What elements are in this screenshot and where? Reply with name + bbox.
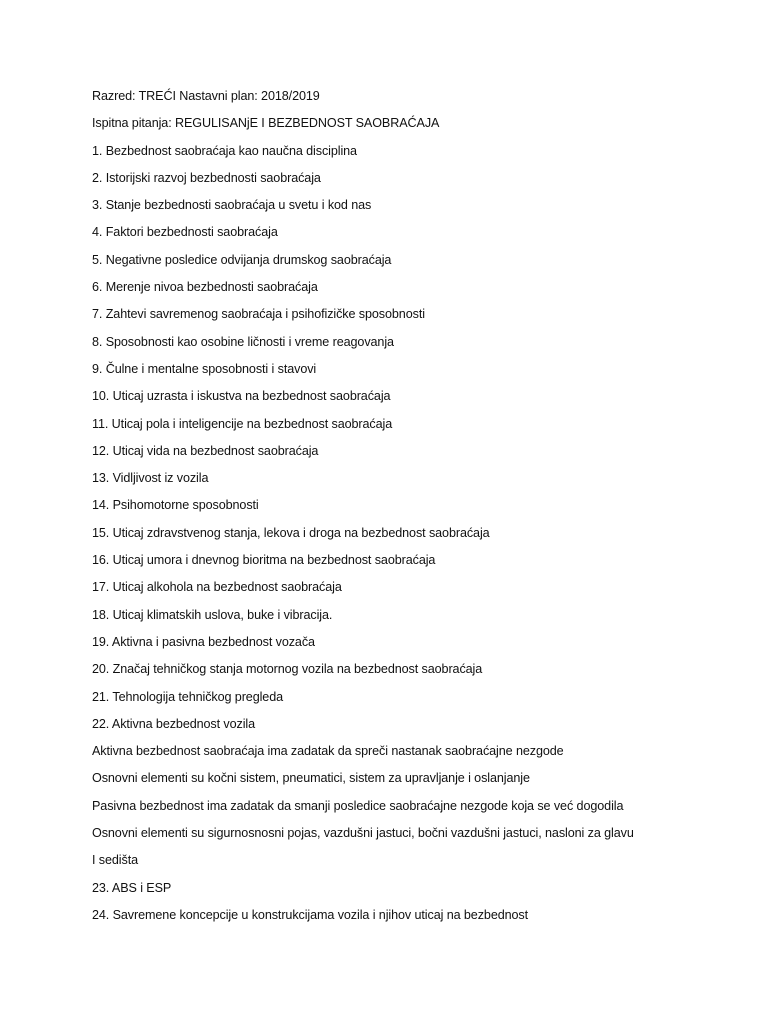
question-item: 4. Faktori bezbednosti saobraćaja	[92, 225, 278, 240]
body-paragraph: Osnovni elementi su sigurnosnosni pojas, vazdušni jastuci, bočni vazdušni jastuci, nasloni za glavu	[92, 826, 634, 841]
body-paragraph: I sedišta	[92, 853, 139, 868]
question-item: 21. Tehnologija tehničkog pregleda	[92, 689, 284, 704]
document-content	[92, 86, 732, 932]
question-item: 3. Stanje bezbednosti saobraćaja u svetu i kod nas	[92, 198, 372, 213]
question-item: 10. Uticaj uzrasta i iskustva na bezbednost saobraćaja	[92, 389, 391, 404]
question-item: 12. Uticaj vida na bezbednost saobraćaja	[92, 443, 319, 458]
question-item: 20. Značaj tehničkog stanja motornog vozila na bezbednost saobraćaja	[92, 662, 483, 677]
question-item: 2. Istorijski razvoj bezbednosti saobraćaja	[92, 170, 321, 185]
document-header: Razred: TREĆI Nastavni plan: 2018/2019	[92, 89, 320, 103]
document-subject: Ispitna pitanja: REGULISANjE I BEZBEDNOST SAOBRAĆAJA	[92, 116, 440, 131]
question-item: 5. Negativne posledice odvijanja drumskog saobraćaja	[92, 252, 392, 267]
question-item: 19. Aktivna i pasivna bezbednost vozača	[92, 634, 315, 649]
question-item: 9. Čulne i mentalne sposobnosti i stavovi	[92, 361, 317, 376]
question-item: 6. Merenje nivoa bezbednosti saobraćaja	[92, 280, 318, 295]
question-item: 23. ABS i ESP	[92, 880, 172, 895]
question-item: 1. Bezbednost saobraćaja kao naučna disciplina	[92, 143, 357, 158]
question-item: 15. Uticaj zdravstvenog stanja, lekova i droga na bezbednost saobraćaja	[92, 525, 490, 540]
question-item: 14. Psihomotorne sposobnosti	[92, 498, 259, 513]
question-item: 8. Sposobnosti kao osobine ličnosti i vreme reagovanja	[92, 334, 394, 349]
question-item: 13. Vidljivost iz vozila	[92, 471, 209, 486]
question-item: 11. Uticaj pola i inteligencije na bezbednost saobraćaja	[92, 416, 393, 431]
body-paragraph: Osnovni elementi su kočni sistem, pneumatici, sistem za upravljanje i oslanjanje	[92, 771, 530, 786]
question-item: 16. Uticaj umora i dnevnog bioritma na bezbednost saobraćaja	[92, 553, 436, 568]
question-item: 24. Savremene koncepcije u konstrukcijama vozila i njihov uticaj na bezbednost	[92, 907, 529, 922]
question-item: 17. Uticaj alkohola na bezbednost saobraćaja	[92, 580, 342, 595]
body-paragraph: Pasivna bezbednost ima zadatak da smanji posledice saobraćajne nezgode koja se već dogodila	[92, 798, 624, 813]
question-item: 18. Uticaj klimatskih uslova, buke i vibracija.	[92, 607, 333, 622]
question-item: 22. Aktivna bezbednost vozila	[92, 716, 256, 731]
question-item: 7. Zahtevi savremenog saobraćaja i psihofizičke sposobnosti	[92, 307, 425, 322]
body-paragraph: Aktivna bezbednost saobraćaja ima zadatak da spreči nastanak saobraćajne nezgode	[92, 744, 564, 759]
